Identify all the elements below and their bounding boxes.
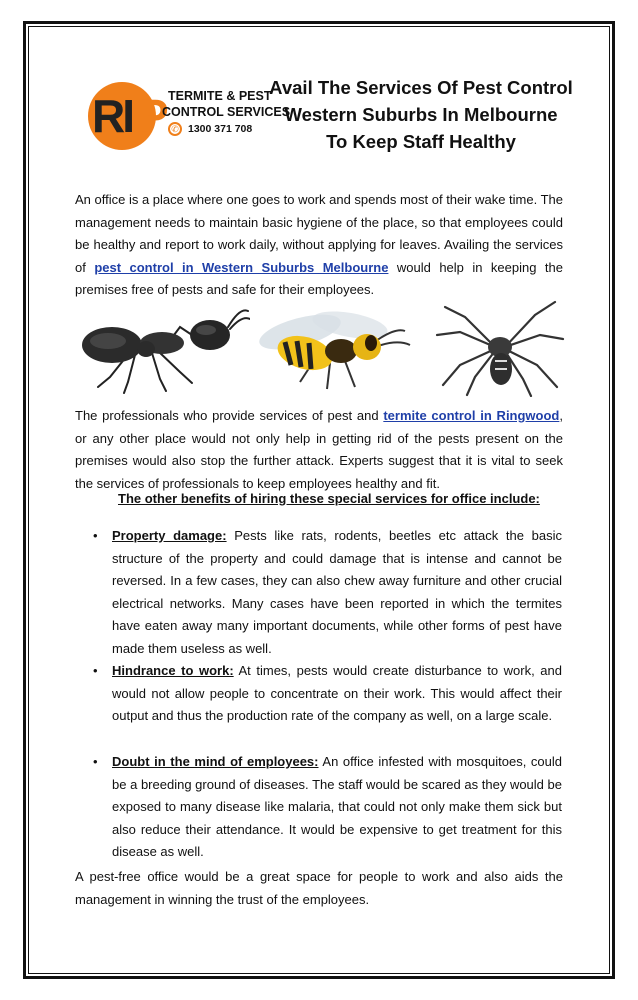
closing-paragraph: A pest-free office would be a great space for people to work and also aids the management in winning the trust of the employees. (75, 869, 563, 907)
logo-line1: TERMITE & PEST (168, 89, 272, 103)
pest-control-link[interactable]: pest control in Western Suburbs Melbourne (94, 259, 389, 275)
document-title (252, 74, 590, 155)
title-line1: Avail The Services Of Pest Control (269, 77, 573, 98)
prof-text-before: The professionals who provide services of pest and (75, 408, 384, 423)
benefits-subheading: The other benefits of hiring these special services for office include: (118, 491, 540, 506)
termite-control-link[interactable]: termite control in Ringwood (383, 408, 560, 423)
bullet-body: An office infested with mosquitoes, could be a breeding ground of diseases. The staff would be scared as they would be exposed to many disease like malaria, that could not only make them sick but also reduce their attendance. It would be expensive to get treatment for this disease as well. (112, 754, 562, 859)
logo-mark: RI (92, 90, 132, 142)
wasp-image (255, 297, 415, 397)
intro-text-after: would help in keeping the premises free of pests and safe for their employees. (75, 259, 563, 297)
bullet-dot: • (93, 528, 98, 543)
logo-phone: 1300 371 708 (188, 123, 253, 135)
professionals-paragraph (75, 405, 563, 495)
bullet-text (112, 751, 562, 864)
spider-image (435, 297, 565, 397)
bullet-lead: Property damage: (112, 528, 227, 543)
bullet-dot: • (93, 663, 98, 678)
bullet-body: Pests like rats, rodents, beetles etc attack the basic structure of the property and could damage that is intense and cannot be reversed. In a few cases, they can also chew away furniture and other crucial electrical networks. Many cases have been reported in which the termites have eaten away many important documents, while other forms of pest have made them useless as well. (112, 528, 562, 656)
bullet-text (112, 660, 562, 728)
prof-text-after: , or any other place would not only help in getting rid of the pests present on the premises would also stop the further attack. Experts suggest that it is vital to seek the services of professionals to keep employees healthy and fit. (75, 408, 563, 491)
logo-mark-p: P (138, 90, 169, 142)
logo-line2: CONTROL SERVICES (162, 105, 291, 119)
bullet-lead: Hindrance to work: (112, 663, 234, 678)
bullet-lead: Doubt in the mind of employees: (112, 754, 319, 769)
company-logo (88, 78, 291, 156)
bullet-body: At times, pests would create disturbance to work, and would not allow people to concentrate on their work. This would affect their output and thus the production rate of the company as well, on a large scale. (112, 663, 562, 723)
bullet-dot: • (93, 754, 98, 769)
title-line3: To Keep Staff Healthy (326, 131, 516, 152)
intro-paragraph (75, 189, 563, 302)
bullet-text (112, 525, 562, 660)
intro-text-before: An office is a place where one goes to work and spends most of their wake time. The management needs to maintain basic hygiene of the place, so that employees could be healthy and report to work daily, without applying for leaves. Availing the services of (75, 192, 564, 275)
pest-images (75, 297, 565, 402)
phone-icon: ✆ (168, 122, 182, 136)
title-line2: Western Suburbs In Melbourne (284, 104, 558, 125)
ant-image (80, 297, 250, 397)
